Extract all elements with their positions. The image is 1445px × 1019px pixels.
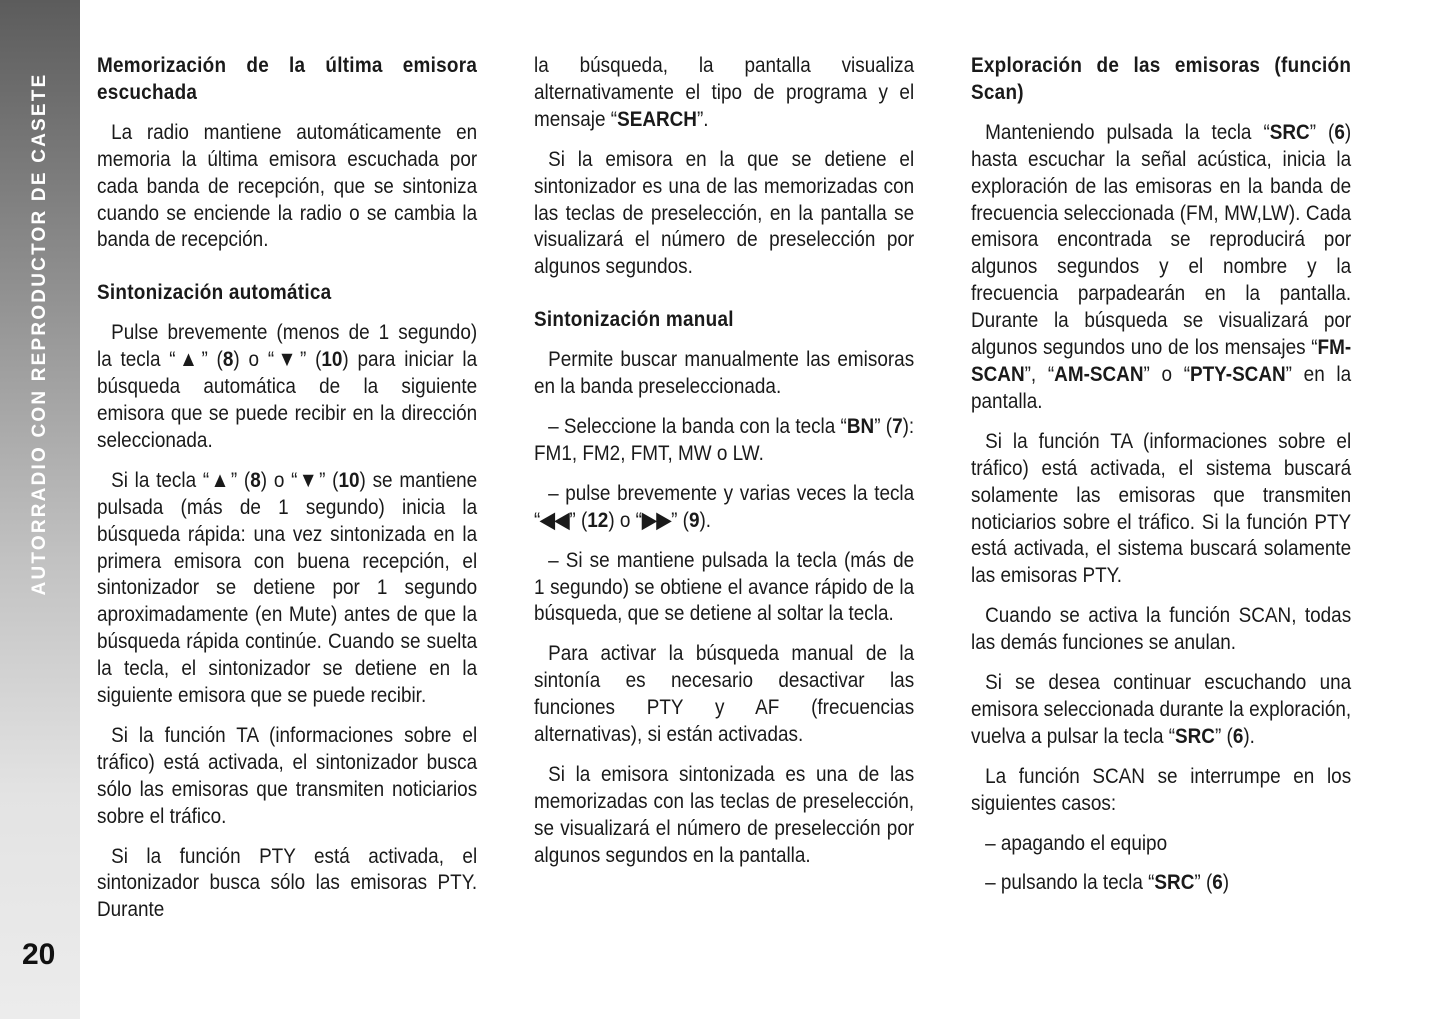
key-number: 6 (1232, 723, 1244, 748)
section-sidebar (0, 0, 80, 1019)
paragraph: Pulse brevemente (menos de 1 segundo) la tecla “▲” (8) o “▼” (10) para iniciar la búsqueda automática de la siguiente emisora que se puede recibir en la dirección seleccionada. (97, 320, 478, 452)
paragraph: Si la emisora en la que se detiene el sintonizador es una de las memorizadas con las teclas de preselección, en la pantalla se visualizará el número de preselección por algunos segundos. (534, 146, 915, 279)
message-am-scan: AM-SCAN (1054, 361, 1144, 386)
column-1 (97, 52, 477, 936)
paragraph: – Seleccione la banda con la tecla “BN” (7): FM1, FM2, FMT, MW o LW. (534, 413, 915, 465)
paragraph: Si la tecla “▲” (8) o “▼” (10) se mantiene pulsada (más de 1 segundo) inicia la búsqueda rápida: una vez sintonizada en la primera emisora con buena recepción, el sintonizador se detiene por 1 segundo aproximadamente (en Mute) antes de que la búsqueda rápida continúe. Cuando se suelta la tecla, el sintonizador se detiene en la siguiente emisora que se puede recibir. (97, 467, 478, 708)
paragraph: Para activar la búsqueda manual de la sintonía es necesario desactivar las funciones PTY y AF (frecuencias alternativas), si están activadas. (534, 641, 915, 747)
paragraph: Si la función TA (informaciones sobre el tráfico) está activada, el sistema buscará solamente las emisoras que transmiten noticiarios sobre el tráfico. Si la función PTY está activada, el sistema buscará solamente las emisoras PTY. (971, 428, 1352, 588)
paragraph: Cuando se activa la función SCAN, todas las demás funciones se anulan. (971, 603, 1352, 655)
heading-memorizacion: Memorización de la última emisora escuchada (97, 53, 478, 104)
key-label: BN (846, 413, 875, 438)
message-fm-scan: FM-SCAN (971, 335, 1352, 386)
paragraph: Permite buscar manualmente las emisoras en la banda preseleccionada. (534, 347, 915, 399)
key-number: 6 (1212, 870, 1223, 895)
key-number: 6 (1334, 119, 1345, 144)
fast-forward-icon: ▶▶ (641, 507, 672, 532)
paragraph: Si la emisora sintonizada es una de las memorizadas con las teclas de preselección, se visualizará el número de preselección por algunos segundos en la pantalla. (534, 761, 915, 867)
arrow-down-icon: ▼ (274, 347, 300, 372)
key-label: SRC (1154, 870, 1195, 895)
paragraph: La radio mantiene automáticamente en memoria la última emisora escuchada por cada banda de recepción, que se sintoniza cuando se enciende la radio o se cambia la banda de recepción. (97, 119, 478, 252)
key-number: 8 (250, 467, 261, 492)
page-number: 20 (22, 938, 56, 971)
paragraph: Si la función PTY está activada, el sintonizador busca sólo las emisoras PTY. Durante (97, 843, 478, 922)
paragraph: Manteniendo pulsada la tecla “SRC” (6) hasta escuchar la señal acústica, inicia la exploración de las emisoras en la banda de frecuencia seleccionada (FM, MW,LW). Cada emisora encontrada se reproducirá por algunos segundos y el nombre y la frecuencia parpadearán en la pantalla. Durante la búsqueda se visualizará por algunos segundos uno de los mensajes “FM-SCAN”, “AM-SCAN” o “PTY-SCAN” en la pantalla. (971, 119, 1352, 413)
message-pty-scan: PTY-SCAN (1190, 361, 1286, 386)
key-label: SRC (1269, 119, 1310, 144)
key-number: 10 (321, 347, 343, 372)
heading-sintonizacion-manual: Sintonización manual (534, 307, 734, 332)
key-label: SRC (1175, 723, 1215, 748)
key-number: 7 (892, 413, 903, 438)
column-3 (971, 52, 1351, 909)
column-2 (534, 52, 914, 882)
arrow-down-icon: ▼ (297, 467, 320, 492)
arrow-up-icon: ▲ (209, 467, 231, 492)
paragraph: la búsqueda, la pantalla visualiza alternativamente el tipo de programa y el mensaje “SEARCH”. (534, 53, 915, 131)
paragraph: – pulse brevemente y varias veces la tecla “◀◀” (12) o “▶▶” (9). (534, 480, 915, 532)
paragraph: Si la función TA (informaciones sobre el tráfico) está activada, el sintonizador busca sólo las emisoras que transmiten noticiarios sobre el tráfico. (97, 722, 478, 828)
key-number: 9 (688, 507, 700, 532)
section-title: AUTORRADIO CON REPRODUCTOR DE CASETE (29, 72, 50, 596)
paragraph: Si se desea continuar escuchando una emisora seleccionada durante la exploración, vuelva a pulsar la tecla “SRC” (6). (971, 670, 1352, 748)
message-search: SEARCH (617, 106, 697, 131)
heading-exploracion: Exploración de las emisoras (función Scan) (971, 53, 1352, 104)
key-number: 10 (338, 467, 360, 492)
heading-sintonizacion-automatica: Sintonización automática (97, 280, 332, 305)
paragraph: – Si se mantiene pulsada la tecla (más de 1 segundo) se obtiene el avance rápido de la búsqueda, que se detiene al soltar la tecla. (534, 547, 915, 626)
rewind-icon: ◀◀ (540, 507, 570, 532)
list-item: – pulsando la tecla “SRC” (6) (985, 870, 1230, 895)
arrow-up-icon: ▲ (175, 347, 202, 372)
list-item: – apagando el equipo (985, 830, 1168, 855)
key-number: 8 (222, 347, 234, 372)
key-number: 12 (587, 507, 609, 532)
paragraph: La función SCAN se interrumpe en los siguientes casos: (971, 763, 1352, 815)
